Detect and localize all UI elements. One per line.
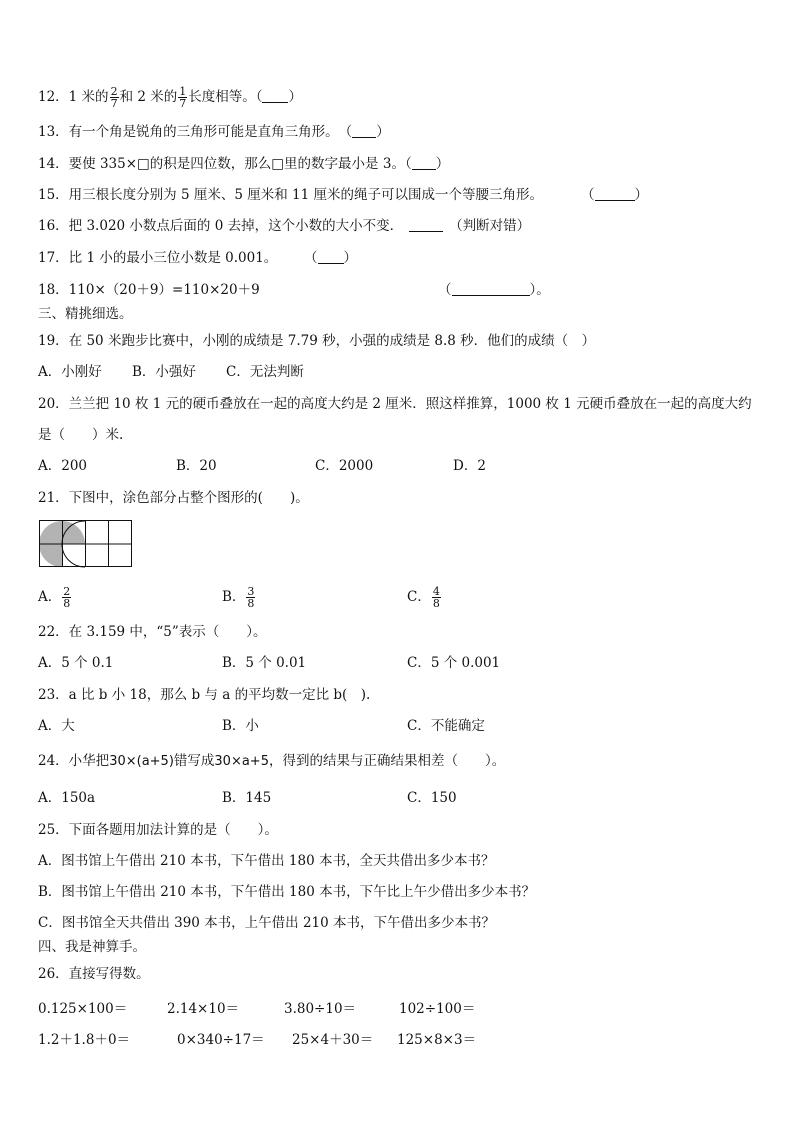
option-d[interactable]: D．2 — [453, 458, 486, 474]
calc-item: 125×8×3＝ — [397, 1032, 477, 1048]
option-c[interactable]: C．无法判断 — [226, 364, 304, 380]
question-24: 24．小华把30×(a+5)错写成30×a+5，得到的结果与正确结果相差（ ）。 — [38, 753, 506, 769]
option-b[interactable]: B．20 — [176, 458, 217, 474]
option-c[interactable]: C．不能确定 — [407, 718, 485, 734]
shaded-grid-figure — [39, 520, 133, 568]
section-heading-3: 三、精挑细选。 — [38, 306, 133, 322]
answer-blank[interactable] — [595, 186, 635, 201]
option-c[interactable]: C．2000 — [315, 458, 374, 474]
option-a[interactable]: A．5 个 0.1 — [38, 655, 114, 671]
question-19: 19．在 50 米跑步比赛中，小刚的成绩是 7.79 秒，小强的成绩是 8.8 秒．他们的成绩（ ） — [38, 333, 596, 349]
question-22: 22．在 3.159 中，“5”表示（ ）。 — [38, 624, 267, 640]
answer-blank[interactable] — [452, 281, 530, 296]
option-b[interactable]: B．图书馆上午借出 210 本书，下午借出 180 本书，下午比上午少借出多少本书？ — [38, 884, 536, 900]
calc-item: 3.80÷10＝ — [284, 1001, 357, 1017]
expression-wrong: 30×a+5 — [214, 754, 269, 769]
question-23: 23．a 比 b 小 18，那么 b 与 a 的平均数一定比 b( ). — [38, 687, 371, 703]
question-20-cont: 是（ ）米. — [38, 427, 124, 443]
option-a[interactable]: A．150a — [38, 790, 96, 806]
option-b[interactable]: B． $\frac{3}{8}$ — [222, 585, 255, 610]
question-21: 21．下图中，涂色部分占整个图形的( )。 — [38, 490, 309, 506]
worksheet-page: 12．1 米的 $\frac{2}{7}$ 和 2 米的 $\frac{1}{7}$ 长度相等。（ ） 13．有一个角是锐角的三角形可能是直角三角形。 （ ） 14．要使 335×□的积是四位数，那么□里的数字最小是 3。（ ） 15．用三根长度分别为 5 厘米、5 厘米和 11 厘米的绳子可以围成一个等腰三角形。 （ ） 16．把 3.020 小数点后面的 0 去掉，这个小数的大小不变． （判断对错） 17．比 1 小的最小三位小数是 0.001。 （ ） 18．110×（20＋9）=110×20＋9 （ ）。 三、精挑细选。 19．在 50 米跑步比赛中，小刚的成绩是 7.79 秒，小强的成绩是 8.8 秒．他们的成绩（ ） A．小刚好 B．小强好 C．无法判断 20．兰兰把 10 枚 1 元的硬币叠放在一起的高度大约是 2 厘米．照这样推算，1000 枚 1 元硬币叠放在一起的高度大约 是（ ）米. A．200 B．20 C．2000 D．2 21．下图中，涂色部分占整个图形的( )。 A． $\frac{2}{8}$ B． $\frac{3}{8}$ C． $\frac{4}{8}$ 22．在 3.159 中，“5”表示（ ）。 A．5 个 0.1 B．5 个 0.01 C．5 个 0.001 23．a 比 b 小 18，那么 b 与 a 的平均数一定比 b( ). A．大 B．小 C．不能确定 24．小华把30×(a+5)错写成30×a+5，得到的结果与正确结果相差（ ）。 A．150a B．145 C．150 25．下面各题用加法计算的是（ ）。 A．图书馆上午借出 210 本书，下午借出 180 本书，全天共借出多少本书？ B．图书馆上午借出 210 本书，下午借出 180 本书，下午比上午少借出多少本书？ C．图书馆全天共借出 390 本书，上午借出 210 本书，下午借出多少本书？ 四、我是神算手。 26．直接写得数。 0.125×100＝ 2.14×10＝ 3.80÷10＝ 102÷100＝ 1.2＋1.8＋0＝ 0×340÷17＝ 25×4＋30＝ 125×8×3＝ — [38, 85, 752, 1048]
expression-correct: 30×(a+5) — [109, 754, 174, 769]
fraction-2-8: $\frac{2}{8}$ — [63, 585, 71, 610]
answer-blank[interactable] — [412, 155, 436, 170]
fraction-4-8: $\frac{4}{8}$ — [432, 585, 440, 610]
question-16: 16．把 3.020 小数点后面的 0 去掉，这个小数的大小不变． （判断对错） — [38, 218, 531, 234]
option-a[interactable]: A．图书馆上午借出 210 本书，下午借出 180 本书，全天共借出多少本书？ — [38, 853, 495, 869]
question-26: 26．直接写得数。 — [38, 966, 150, 982]
answer-blank[interactable] — [409, 217, 443, 232]
option-c[interactable]: C．图书馆全天共借出 390 本书，上午借出 210 本书，下午借出多少本书？ — [38, 915, 496, 931]
option-b[interactable]: B．小强好 — [132, 364, 196, 380]
fraction-3-8: $\frac{3}{8}$ — [247, 585, 255, 610]
question-13: 13．有一个角是锐角的三角形可能是直角三角形。 （ ） — [38, 124, 390, 140]
calc-item: 1.2＋1.8＋0＝ — [38, 1032, 131, 1048]
option-c[interactable]: C．5 个 0.001 — [407, 655, 501, 671]
question-12: 12．1 米的 $\frac{2}{7}$ 和 2 米的 $\frac{1}{7}$ 长度相等。（ ） — [38, 85, 302, 110]
option-c[interactable]: C．150 — [407, 790, 457, 806]
option-b[interactable]: B．小 — [222, 718, 259, 734]
answer-blank[interactable] — [352, 123, 376, 138]
option-a[interactable]: A．大 — [38, 718, 75, 734]
option-a[interactable]: A．200 — [38, 458, 88, 474]
section-heading-4: 四、我是神算手。 — [38, 939, 146, 955]
option-b[interactable]: B．145 — [222, 790, 272, 806]
option-a[interactable]: A． $\frac{2}{8}$ — [38, 585, 71, 610]
fraction-1-7: $\frac{1}{7}$ — [179, 85, 187, 110]
answer-blank[interactable] — [262, 88, 288, 103]
calc-item: 25×4＋30＝ — [292, 1032, 374, 1048]
option-b[interactable]: B．5 个 0.01 — [222, 655, 307, 671]
answer-blank[interactable] — [318, 249, 344, 264]
question-20: 20．兰兰把 10 枚 1 元的硬币叠放在一起的高度大约是 2 厘米．照这样推算，1000 枚 1 元硬币叠放在一起的高度大约 — [38, 396, 752, 412]
calc-item: 0.125×100＝ — [38, 1001, 128, 1017]
calc-item: 0×340÷17＝ — [177, 1032, 265, 1048]
option-c[interactable]: C． $\frac{4}{8}$ — [407, 585, 440, 610]
fraction-2-7: $\frac{2}{7}$ — [110, 85, 118, 110]
question-25: 25．下面各题用加法计算的是（ ）。 — [38, 822, 278, 838]
calc-item: 2.14×10＝ — [167, 1001, 240, 1017]
option-a[interactable]: A．小刚好 — [38, 364, 102, 380]
calc-item: 102÷100＝ — [399, 1001, 476, 1017]
question-14: 14．要使 335×□的积是四位数，那么□里的数字最小是 3。（ ） — [38, 156, 450, 172]
